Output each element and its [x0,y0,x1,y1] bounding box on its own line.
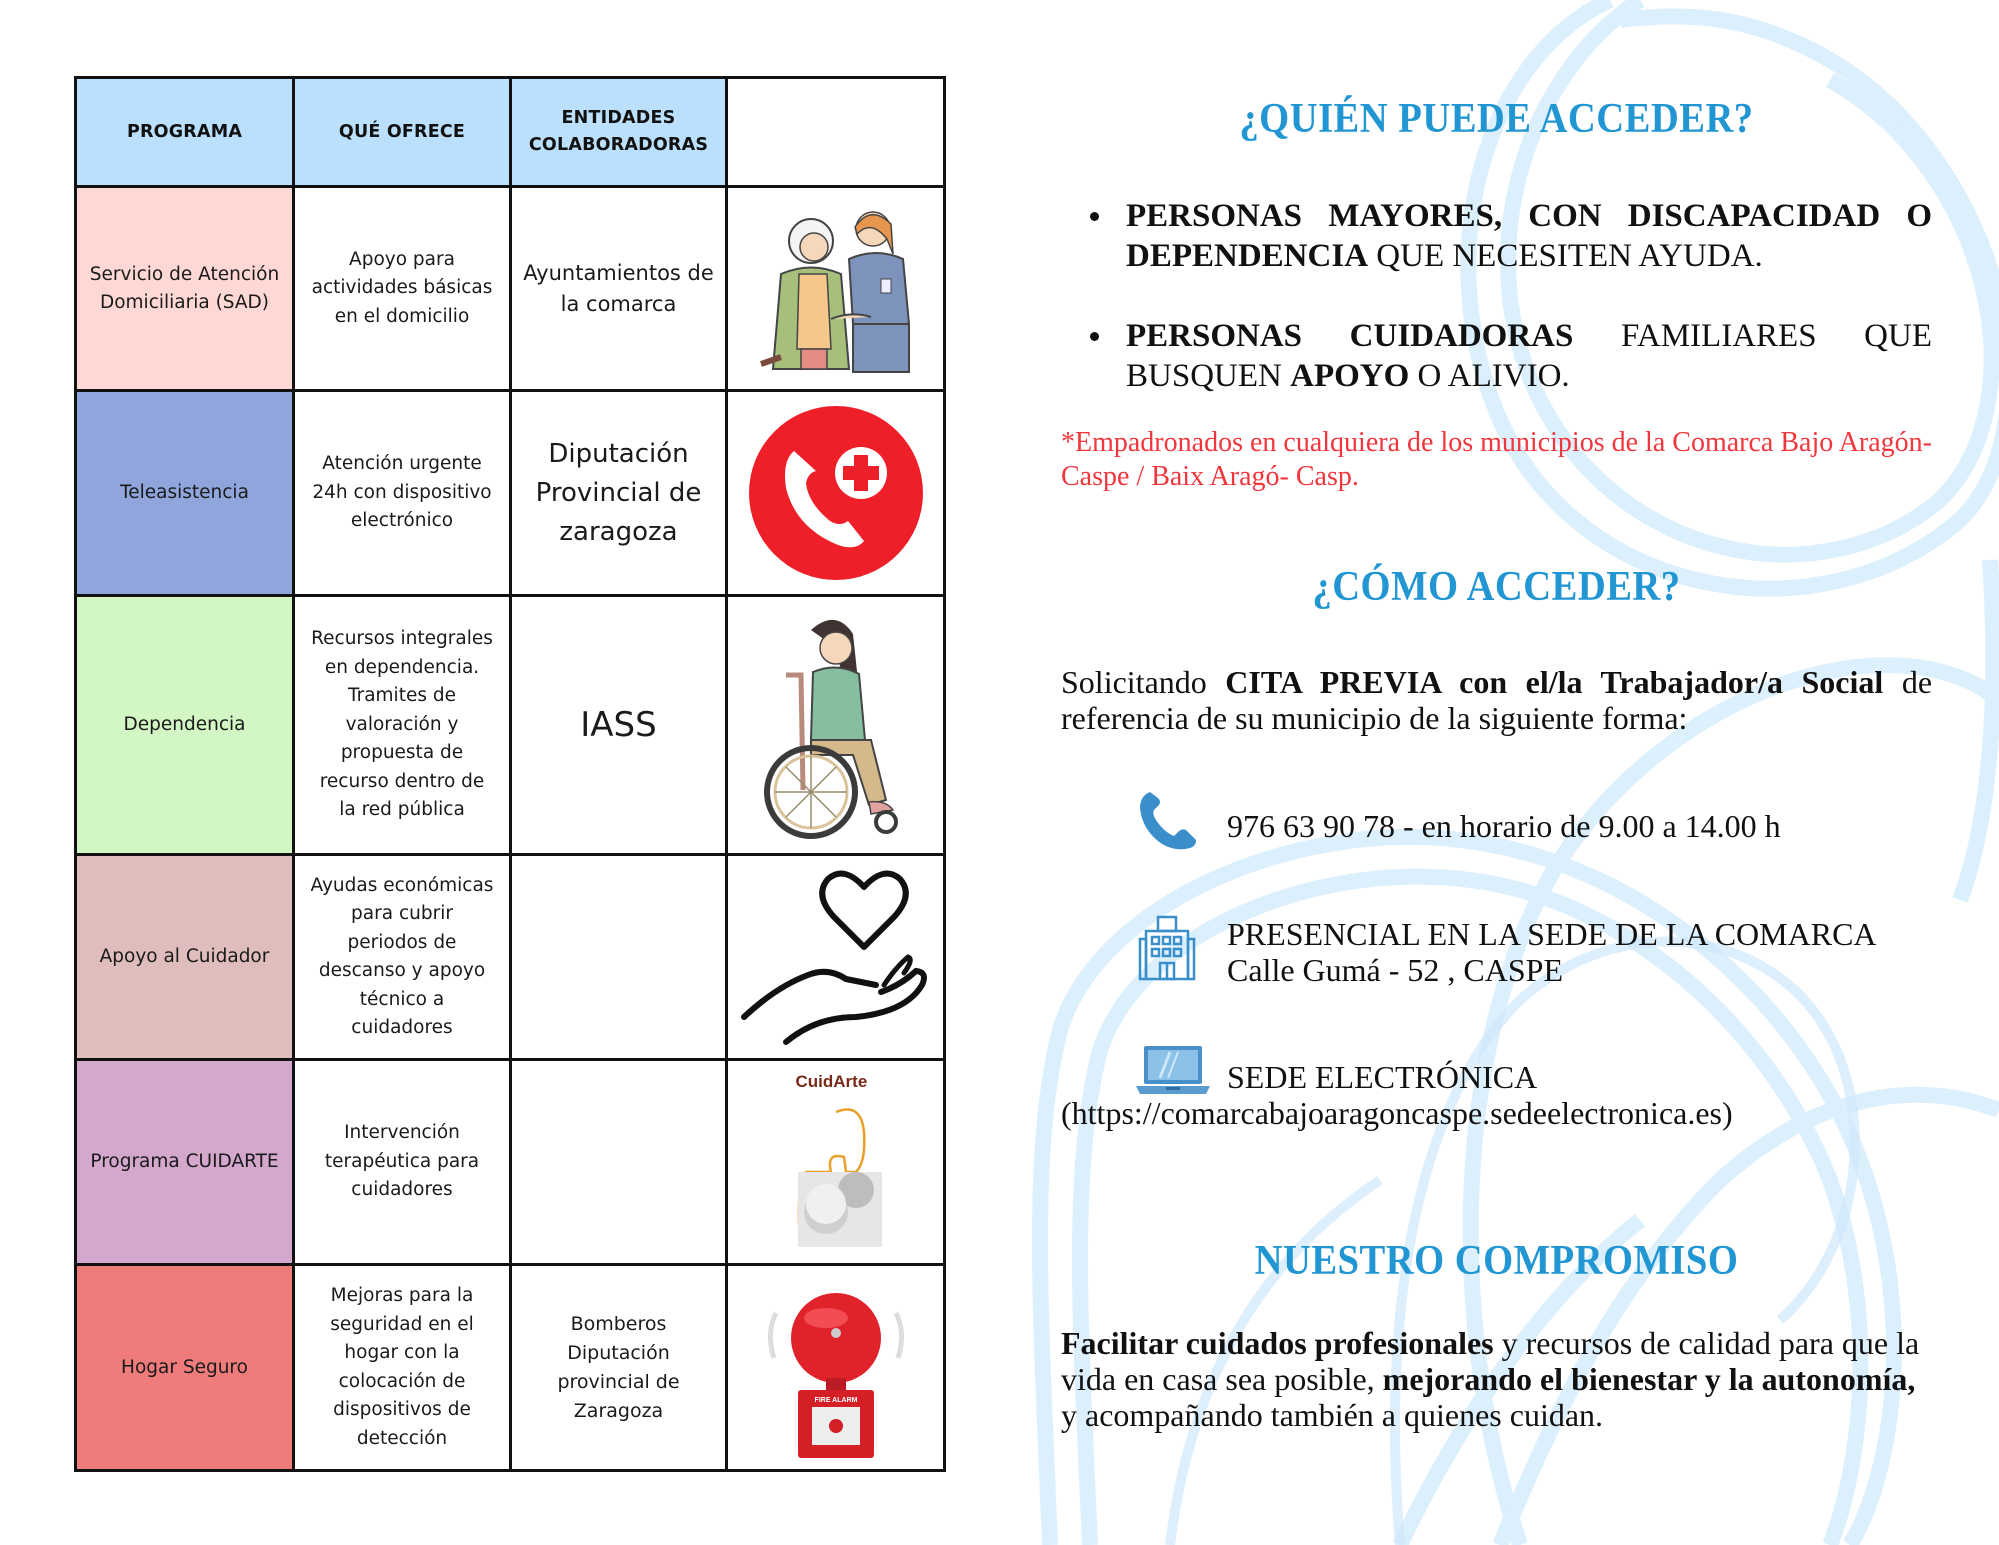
program-offer: Apoyo para actividades básicas en el domicilio [294,187,511,391]
office-contact [1227,916,1877,988]
section-title-compromiso: NUESTRO COMPROMISO [1254,1238,1739,1284]
program-image-cell [727,391,945,596]
program-name: Servicio de Atención Domiciliaria (SAD) [76,187,294,391]
table-header-row [76,78,945,187]
program-entities: Ayuntamientos de la comarca [511,187,727,391]
table-row [76,1265,945,1471]
program-offer: Ayudas económicas para cubrir periodos de descanso y apoyo técnico a cuidadores [294,855,511,1060]
eligibility-item [1061,316,1932,396]
table-row [76,855,945,1060]
table-row [76,596,945,855]
online-label: SEDE ELECTRÓNICA [1227,1059,1538,1095]
office-line1: PRESENCIAL EN LA SEDE DE LA COMARCA [1227,916,1877,952]
commitment-text-part: y acompañando también a quienes cuidan. [1061,1397,1604,1433]
table-row [76,1060,945,1265]
program-image-cell [727,596,945,855]
program-entities: IASS [511,596,727,855]
eligibility-item-text: FAMILIARES QUE BUSQUEN [1126,318,1932,394]
heart-in-hand-icon [736,867,936,1047]
program-name: Apoyo al Cuidador [76,855,294,1060]
program-entities [511,1060,727,1265]
loop-stroke [1500,1095,1999,1545]
access-intro [1061,664,1932,736]
phone-contact[interactable]: 976 63 90 78 - en horario de 9.00 a 14.00 h [1227,808,1781,844]
program-image-cell [727,1265,945,1471]
caregiver-elderly-illustration [741,199,931,379]
cuidarte-cover-art [786,1072,886,1252]
cuidarte-brochure-cover [786,1072,886,1252]
program-offer: Recursos integrales en dependencia. Tramites de valoración y propuesta de recurso dentro de la red pública [294,596,511,855]
eligibility-item-text: O ALIVIO. [1409,358,1570,394]
program-offer: Intervención terapéutica para cuidadores [294,1060,511,1265]
commitment-bold: mejorando el bienestar y la autonomía, [1382,1361,1916,1397]
fire-alarm-label: FIRE ALARM [814,1396,857,1404]
program-image-cell [727,187,945,391]
online-url-link[interactable]: (https://comarcabajoaragoncaspe.sedeelectronica.es) [1061,1095,1733,1131]
program-image-cell [727,855,945,1060]
section-title-como: ¿CÓMO ACCEDER? [1312,564,1681,610]
commitment-text [1061,1325,1932,1433]
program-offer: Mejoras para la seguridad en el hogar con la colocación de dispositivos de detección [294,1265,511,1471]
programs-table [74,76,946,1472]
wheelchair-woman-illustration [741,610,931,840]
program-name: Teleasistencia [76,391,294,596]
office-address: Calle Gumá - 52 , CASPE [1227,952,1563,988]
program-entities [511,855,727,1060]
loop-stroke [1960,560,1993,900]
access-intro-bold: CITA PREVIA con el/la Trabajador/a Social [1225,664,1884,700]
eligibility-item-text: QUE NECESITEN AYUDA. [1368,238,1763,274]
program-name: Dependencia [76,596,294,855]
building-icon [1138,915,1196,981]
program-entities: Bomberos Diputación provincial de Zaragoza [511,1265,727,1471]
fire-alarm-bell-illustration [756,1273,916,1463]
header-entidades [511,78,727,187]
eligibility-item-bold: PERSONAS MAYORES, CON DISCAPACIDAD O DEPENDENCIA [1126,198,1932,274]
eligibility-item-bold: APOYO [1290,358,1410,394]
commitment-bold: Facilitar cuidados profesionales [1061,1325,1494,1361]
commitment-text-part: y recursos de calidad para que la vida en casa sea posible, [1061,1325,1920,1397]
access-intro-post: de referencia de su municipio de la siguiente forma: [1061,664,1933,736]
residency-note: *Empadronados en cualquiera de los municipios de la Comarca Bajo Aragón- Caspe / Baix Aragó- Casp. [1061,427,1932,492]
laptop-icon [1136,1044,1210,1096]
header-programa: PROGRAMA [76,78,294,187]
program-offer: Atención urgente 24h con dispositivo electrónico [294,391,511,596]
table-row [76,391,945,596]
emergency-phone-cross-icon [746,403,926,583]
header-image [727,78,945,187]
header-entidades-label: ENTIDADES COLABORADORAS [528,108,709,155]
eligibility-item-bold: PERSONAS CUIDADORAS [1126,318,1574,354]
program-entities: Diputación Provincial de zaragoza [511,391,727,596]
program-name: Programa CUIDARTE [76,1060,294,1265]
cuidarte-logo-text: CuidArte [795,1072,868,1091]
header-que-ofrece: QUÉ OFRECE [294,78,511,187]
eligibility-list [1061,196,1932,436]
program-name: Hogar Seguro [76,1265,294,1471]
table-row [76,187,945,391]
program-image-cell [727,1060,945,1265]
access-intro-pre: Solicitando [1061,664,1226,700]
phone-icon [1136,790,1198,852]
section-title-quien: ¿QUIÉN PUEDE ACCEDER? [1239,96,1754,142]
eligibility-item [1061,196,1932,276]
